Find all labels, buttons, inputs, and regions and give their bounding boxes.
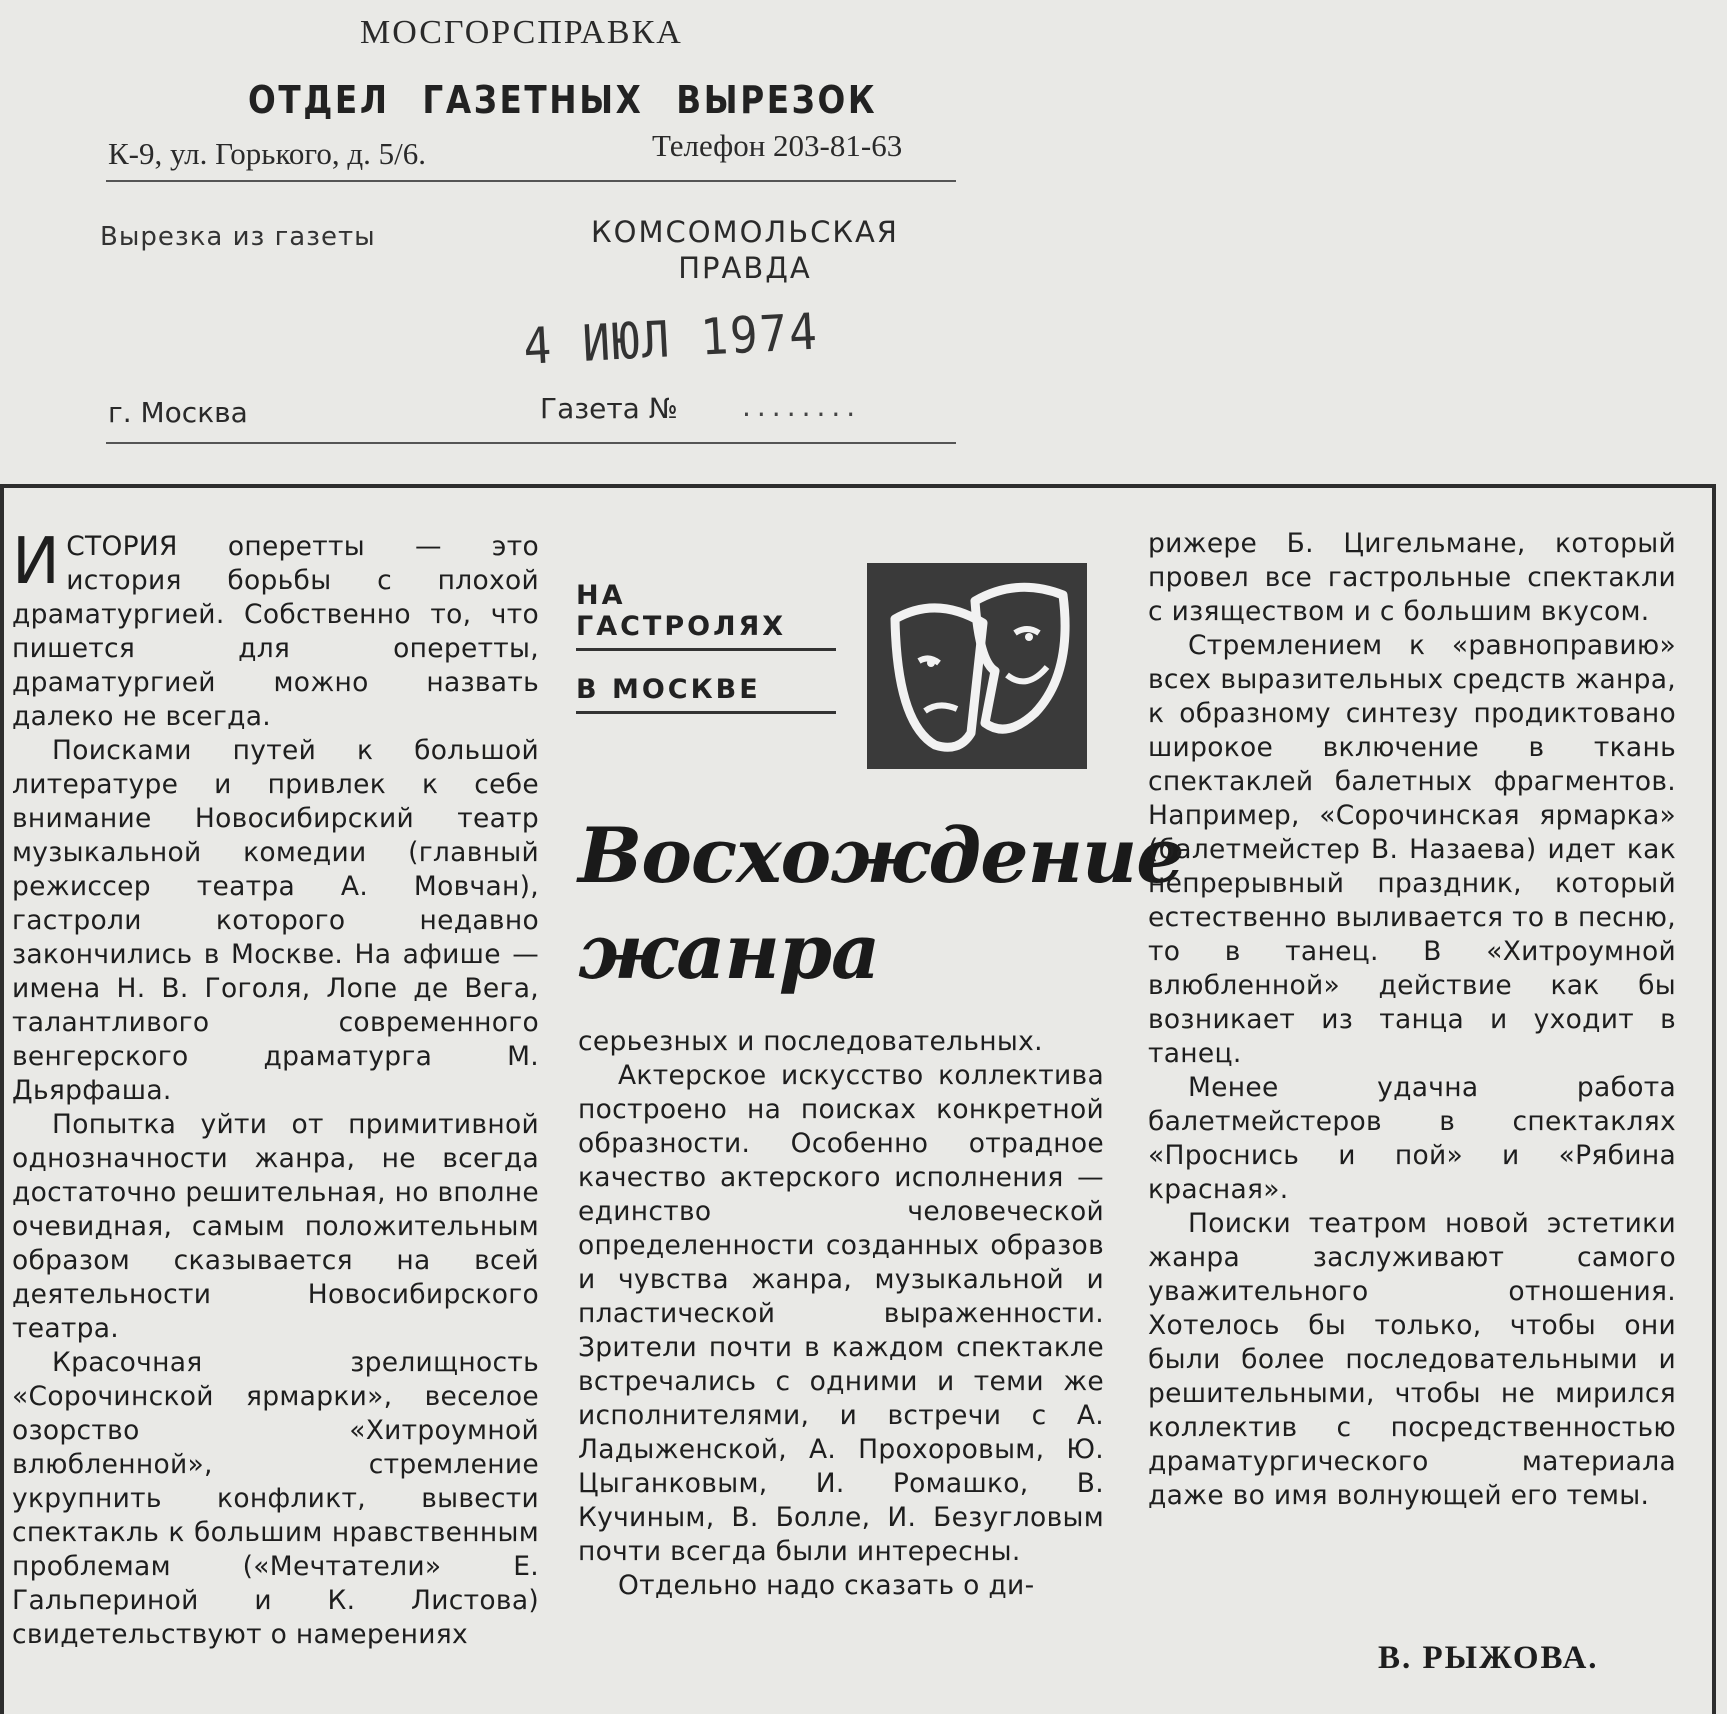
date-stamp: 4 ИЮЛ 1974 xyxy=(522,302,820,376)
article-column-3 xyxy=(1148,527,1676,1513)
paragraph: Красочная зрелищность «Сорочинской ярмарки», веселое озорство «Хитроумной влюбленной», стремление укрупнить конфликт, вывести спектакль к большим нравственным проблемам («Мечтатели» Е. Гальпериной и К. Листова) свидетельствуют о намерениях xyxy=(12,1347,539,1650)
article-column-2 xyxy=(578,1025,1104,1603)
paragraph: Поисками путей к большой литературе и привлек к себе внимание Новосибирский театр музыкальной комедии (главный режиссер театра А. Мовчан), гастроли которого недавно закончились в Москве. На афише — имена Н. В. Гоголя, Лопе де Вега, талантливого современного венгерского драматурга М. Дьярфаша. xyxy=(12,735,539,1106)
paragraph: Попытка уйти от примитивной однозначности жанра, не всегда достаточно решительная, но вполне очевидная, самым положительным образом сказывается на всей деятельности Новосибирского театра. xyxy=(12,1109,539,1344)
paragraph: Поиски театром новой эстетики жанра заслуживают самого уважительного отношения. Хотелось бы только, чтобы они были более последовательными и решительными, чтобы не мирился коллектив с посредственностью драматургического материала даже во имя волнующей его темы. xyxy=(1148,1208,1676,1511)
agency-address: К-9, ул. Горького, д. 5/6. xyxy=(108,136,427,171)
paragraph: Стремлением к «равноправию» всех выразительных средств жанра, к образному синтезу продиктовано широкое включение в ткань спектаклей балетных фрагментов. Например, «Сорочинская ярмарка» (балетмейстер В. Назаева) идет как непрерывный праздник, который естественно выливается то в песню, то в танец. В «Хитроумной влюбленной» действие как бы возникает из танца и уходит в танец. xyxy=(1148,630,1676,1069)
city-label: г. Москва xyxy=(108,396,248,429)
paragraph xyxy=(12,525,539,734)
gazeta-number-blank: ........ xyxy=(742,390,862,423)
header-rule-bottom xyxy=(106,442,956,444)
newspaper-name: КОМСОМОЛЬСКАЯ ПРАВДА xyxy=(591,215,899,285)
paragraph: серьезных и последовательных. xyxy=(578,1026,1043,1057)
paragraph: Менее удачна работа балетмейстеров в спектаклях «Проснись и пой» и «Рябина красная». xyxy=(1148,1072,1676,1205)
clipping-label: Вырезка из газеты xyxy=(100,222,376,252)
theatre-masks-graphic xyxy=(867,563,1087,769)
paragraph: Отдельно надо сказать о ди- xyxy=(618,1570,1035,1601)
article-headline: Восхождение жанра xyxy=(578,811,1184,996)
agency-phone: Телефон 203-81-63 xyxy=(652,128,903,163)
article-author: В. РЫЖОВА. xyxy=(1378,1640,1599,1676)
paragraph: Актерское искусство коллектива построено на поисках конкретной образности. Особенно отрадное качество актерского исполнения — единство человеческой определенности созданных образов и чувства жанра, музыкальной и пластической выраженности. Зрители почти в каждом спектакле встречались с одними и теми же исполнителями, и встречи с А. Ладыженской, А. Прохоровым, Ю. Цыганковым, И. Ромашко, В. Кучиным, В. Болле, И. Безугловым почти всегда были интересны. xyxy=(578,1060,1104,1567)
department-name: ОТДЕЛ ГАЗЕТНЫХ ВЫРЕЗОК xyxy=(248,78,878,122)
paragraph-text: СТОРИЯ оперетты — это история борьбы с плохой драматургией. Собственно то, что пишется для оперетты, драматургией можно назвать далеко не всегда. xyxy=(12,531,539,732)
rubric-line-1: НА ГАСТРОЛЯХ xyxy=(576,580,836,651)
agency-name: МОСГОРСПРАВКА xyxy=(360,14,683,51)
article-column-1 xyxy=(12,525,539,1652)
gazeta-number-label: Газета № xyxy=(540,392,678,425)
header-rule-top xyxy=(106,180,956,182)
theatre-masks-icon xyxy=(867,563,1087,769)
paragraph: рижере Б. Цигельмане, который провел все гастрольные спектакли с изяществом и с большим вкусом. xyxy=(1148,528,1676,627)
drop-cap: И xyxy=(12,525,61,599)
rubric-line-2: В МОСКВЕ xyxy=(576,674,836,714)
